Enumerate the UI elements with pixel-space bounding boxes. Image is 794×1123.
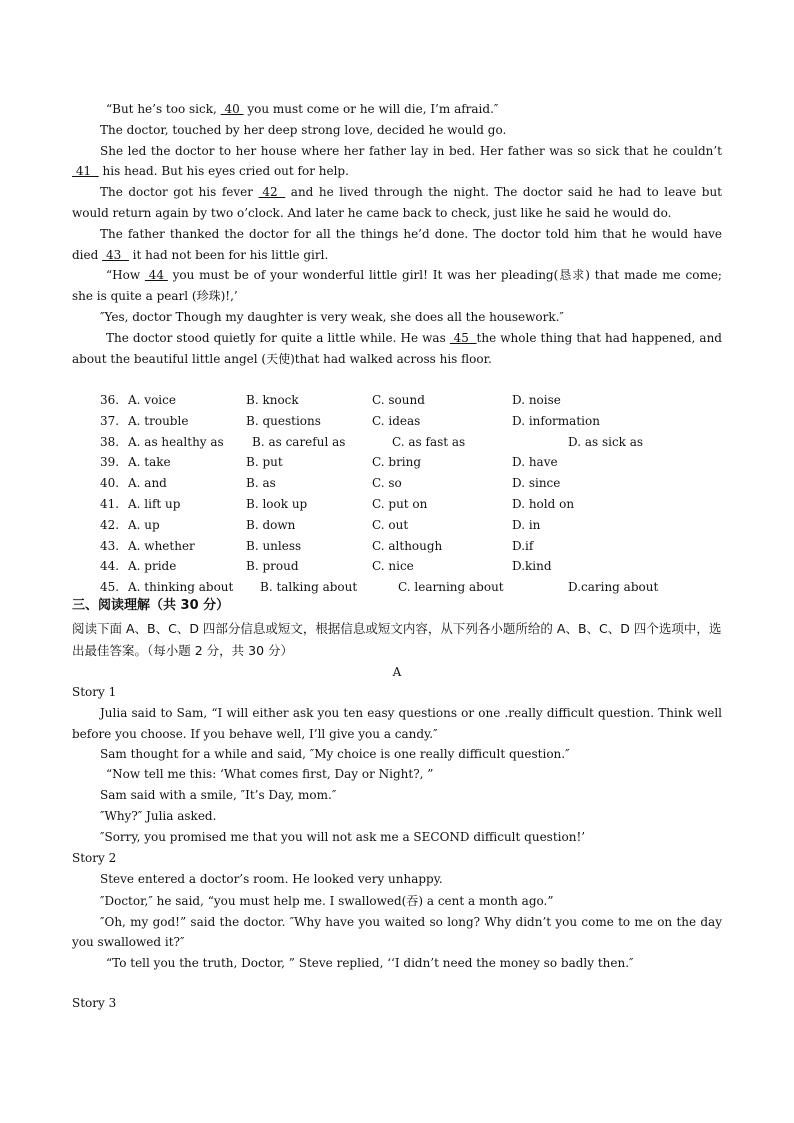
- option-a: A. as healthy as: [128, 434, 224, 449]
- question-number: 45.: [100, 580, 120, 595]
- passage-line-40: “But he’s too sick, 40 you must come or he will die, I’m afraid.″: [72, 99, 722, 120]
- option-a: A. and: [128, 476, 167, 491]
- passage-paragraph: ″Yes, doctor Though my daughter is very weak, she does all the housework.″: [100, 309, 564, 324]
- option-c: C. as fast as: [392, 434, 466, 449]
- story-title: Story 1: [72, 685, 117, 699]
- option-d: D. since: [512, 476, 561, 491]
- option-a: A. take: [128, 455, 171, 470]
- passage-paragraph: The doctor, touched by her deep strong love, decided he would go.: [100, 122, 507, 137]
- option-d: D.kind: [512, 559, 552, 574]
- story-line: ″Oh, my god!” said the doctor. ″Why have you waited so long? Why didn’t you come to me on the day you swallowed it?″: [72, 914, 722, 950]
- blank-43: 43: [102, 247, 129, 262]
- option-a: A. trouble: [128, 413, 189, 428]
- option-c: C. so: [372, 476, 402, 491]
- option-d: D.if: [512, 538, 534, 553]
- passage-paragraph: The doctor got his fever 42 and he lived through the night. The doctor said he had to leave but would return again by two o’clock. And later he came back to check, just like he said he would do.: [72, 182, 722, 224]
- question-number: 38.: [100, 434, 120, 449]
- option-a: A. up: [128, 517, 160, 532]
- passage-paragraph: She led the doctor to her house where her father lay in bed. Her father was so sick that he couldn’t 41 his head. But his eyes cried out for help.: [72, 141, 722, 183]
- story-line: Steve entered a doctor’s room. He looked very unhappy.: [100, 871, 443, 886]
- option-row: [72, 411, 722, 432]
- cloze-passage: [72, 99, 722, 369]
- question-number: 39.: [100, 455, 120, 470]
- question-number: 40.: [100, 476, 120, 491]
- option-b: B. knock: [246, 393, 299, 407]
- option-d: D. information: [512, 413, 600, 428]
- option-row: [72, 556, 722, 577]
- option-a: A. thinking about: [128, 580, 234, 595]
- section-heading: 三、阅读理解（共 30 分）: [72, 598, 230, 613]
- option-b: B. proud: [246, 559, 299, 574]
- passage-paragraph: The doctor stood quietly for quite a little while. He was 45 the whole thing that had happened, and about the beautiful little angel (天使)that had walked across his floor.: [72, 328, 722, 370]
- question-number: 41.: [100, 496, 120, 511]
- option-b: B. put: [246, 455, 283, 470]
- option-row: [72, 390, 722, 411]
- option-d: D. noise: [512, 393, 561, 407]
- option-row: [72, 452, 722, 473]
- story-line: ″Why?″ Julia asked.: [100, 809, 217, 824]
- question-number: 43.: [100, 538, 120, 553]
- passage-paragraph: “How 44 you must be of your wonderful little girl! It was her pleading(恳求) that made me come; she is quite a pearl (珍珠)!,’: [72, 265, 722, 307]
- question-number: 37.: [100, 413, 120, 428]
- option-b: B. as: [246, 476, 276, 491]
- option-c: C. sound: [372, 393, 425, 407]
- question-number: 42.: [100, 517, 120, 532]
- option-b: B. talking about: [260, 580, 358, 595]
- part-label: A: [392, 665, 402, 679]
- option-c: C. bring: [372, 455, 422, 470]
- blank-44: 44: [144, 268, 168, 283]
- passage-paragraph: The father thanked the doctor for all the things he’d done. The doctor told him that he would have died 43 it had not been for his little girl.: [72, 224, 722, 266]
- answer-options: [72, 390, 722, 598]
- option-c: C. ideas: [372, 413, 421, 428]
- option-a: A. voice: [128, 393, 176, 407]
- option-c: C. learning about: [398, 580, 504, 595]
- option-c: C. out: [372, 517, 409, 532]
- option-d: D. hold on: [512, 496, 575, 511]
- option-b: B. down: [246, 517, 296, 532]
- story-title: Story 2: [72, 851, 117, 865]
- option-row: [72, 494, 722, 515]
- story-title: Story 3: [72, 996, 117, 1010]
- option-c: C. although: [372, 538, 443, 553]
- option-d: D. in: [512, 517, 541, 532]
- story-1: [72, 682, 722, 848]
- option-c: C. nice: [372, 559, 414, 574]
- question-number: 36.: [100, 393, 120, 407]
- story-line: Sam thought for a while and said, ″My choice is one really difficult question.″: [100, 747, 570, 762]
- option-d: D.caring about: [568, 580, 659, 595]
- blank-42: 42: [258, 185, 286, 200]
- blank-40: 40: [220, 102, 244, 116]
- option-row: [72, 473, 722, 494]
- option-row: [72, 432, 722, 453]
- story-line: Julia said to Sam, “I will either ask you ten easy questions or one .really difficult question. Think well before you choose. If you behave well, I’ll give you a candy.″: [72, 705, 722, 741]
- story-3: [72, 993, 722, 1014]
- option-a: A. whether: [128, 538, 195, 553]
- option-b: B. as careful as: [252, 434, 346, 449]
- story-line: Sam said with a smile, ″It’s Day, mom.″: [100, 788, 337, 803]
- option-row: [72, 515, 722, 536]
- story-line: “To tell you the truth, Doctor, ” Steve replied, ‘‘I didn’t need the money so badly then.″: [106, 956, 634, 971]
- option-d: D. as sick as: [568, 434, 644, 449]
- story-line: ″Doctor,″ he said, “you must help me. I swallowed(吞) a cent a month ago.”: [100, 893, 554, 908]
- option-b: B. look up: [246, 496, 308, 511]
- option-row: [72, 577, 722, 598]
- option-row: [72, 536, 722, 557]
- blank-41: 41: [72, 164, 99, 179]
- option-a: A. lift up: [128, 496, 181, 511]
- story-line: “Now tell me this: ‘What comes first, Day or Night?, ”: [106, 767, 434, 782]
- blank-45: 45: [449, 330, 477, 345]
- option-c: C. put on: [372, 496, 428, 511]
- option-b: B. unless: [246, 538, 302, 553]
- option-d: D. have: [512, 455, 558, 470]
- option-b: B. questions: [246, 413, 321, 428]
- question-number: 44.: [100, 559, 120, 574]
- option-a: A. pride: [128, 559, 177, 574]
- story-line: ″Sorry, you promised me that you will not ask me a SECOND difficult question!’: [100, 829, 586, 844]
- story-2: [72, 848, 722, 974]
- section-instruction: 阅读下面 A、B、C、D 四部分信息或短文，根据信息或短文内容，从下列各小题所给的 A、B、C、D 四个选项中，选出最佳答案。（每小题 2 分，共 30 分）: [72, 621, 722, 658]
